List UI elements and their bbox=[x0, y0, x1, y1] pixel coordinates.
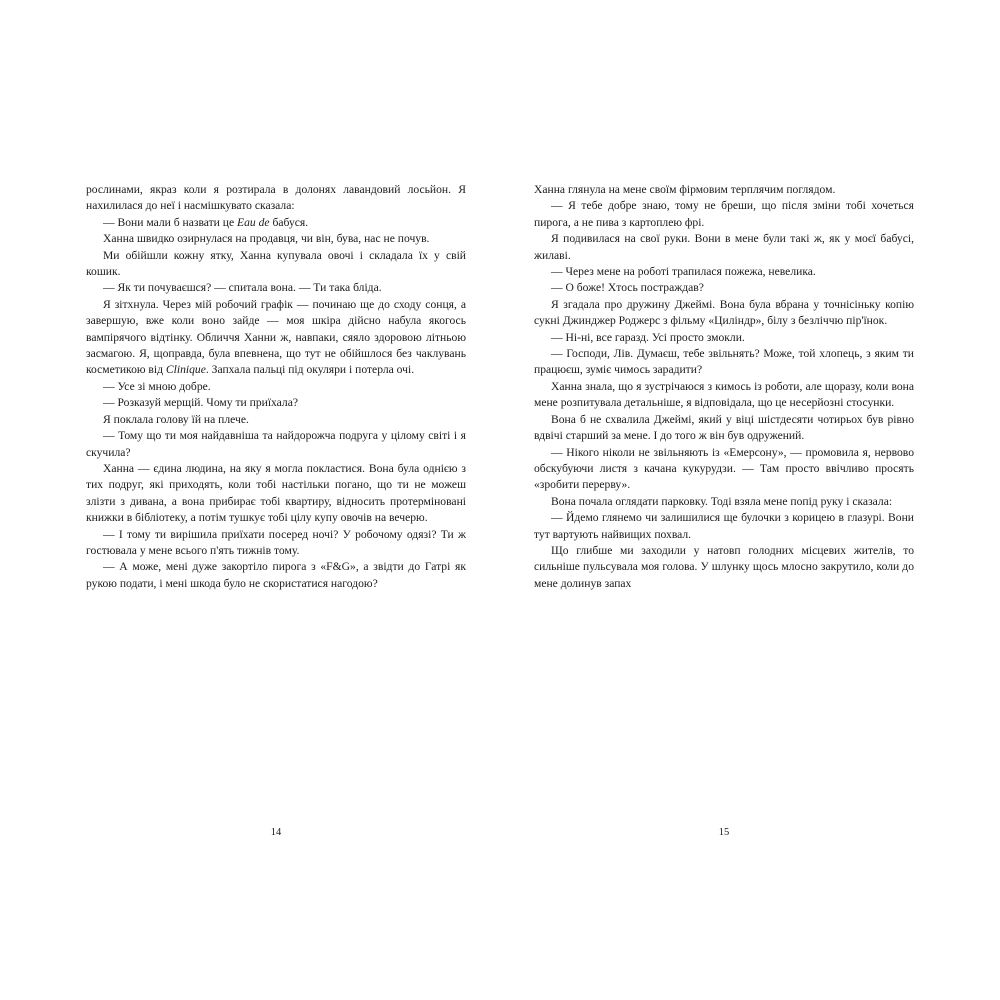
right-page-text bbox=[534, 182, 914, 592]
paragraph bbox=[534, 379, 914, 412]
paragraph-text: Що глибше ми заходили у натовп голодних місцевих жителів, то сильніше пульсувала моя голова. У шлунку щось млосно закрутило, коли до мене долинув запах bbox=[534, 543, 914, 590]
paragraph-text: Вона б не схвалила Джеймі, який у віці шістдесяти чотирьох був рівно вдвічі старший за мене. І до того ж він був одружений. bbox=[534, 412, 914, 443]
paragraph bbox=[534, 330, 914, 346]
paragraph bbox=[534, 445, 914, 494]
paragraph bbox=[534, 231, 914, 264]
paragraph-text: Ханна — єдина людина, на яку я могла покластися. Вона була однією з тих подруг, які приходять, коли тобі настільки погано, що ти не можеш злізти з дивана, а вона прибирає тобі квартиру, відносить протерміновані книжки в бібліотеку, а потім тушкує тобі цілу купу овочів на вечерю. bbox=[86, 461, 466, 525]
paragraph-text: Я зітхнула. Через мій робочий графік — починаю ще до сходу сонця, а завершую, вже коли воно зайде — моя шкіра дійсно набула якогось вампірячого відтінку. Обличчя Ханни ж, навпаки, сяяло здоровою літньою засмагою. Я, щоправда, була впевнена, що тут не обійшлося без чаклувань косметикою від bbox=[86, 297, 466, 377]
page-container bbox=[86, 182, 914, 838]
paragraph-text: Ханна глянула на мене своїм фірмовим терплячим поглядом. bbox=[534, 183, 836, 196]
paragraph-text: Ханна швидко озирнулася на продавця, чи він, бува, нас не почув. bbox=[103, 232, 430, 246]
paragraph-text: Я згадала про дружину Джеймі. Вона була вбрана у точнісіньку копію сукні Джинджер Роджерс з фільму «Циліндр», білу з безліччю пір'їнок. bbox=[534, 297, 914, 328]
left-page bbox=[86, 182, 466, 838]
paragraph-text-tail: . Запхала пальці під окуляри і потерла очі. bbox=[205, 363, 415, 377]
italic-phrase: Eau de bbox=[237, 215, 270, 229]
paragraph-text: — Йдемо глянемо чи залишилися ще булочки з корицею в глазурі. Вони тут вартують найвищих похвал. bbox=[534, 511, 914, 541]
paragraph-text: — Усе зі мною добре. bbox=[103, 379, 211, 393]
paragraph-text-tail: бабуся. bbox=[269, 215, 309, 229]
paragraph bbox=[86, 182, 466, 215]
paragraph bbox=[534, 510, 914, 543]
paragraph-text: — Через мене на роботі трапилася пожежа, невелика. bbox=[551, 265, 816, 279]
paragraph-text: — Ні-ні, все гаразд. Усі просто змокли. bbox=[551, 330, 745, 344]
paragraph-text: — Господи, Лів. Думаєш, тебе звільнять? Може, той хлопець, з яким ти працюєш, зуміє чимось зарадити? bbox=[534, 347, 914, 377]
italic-phrase: Clinique bbox=[165, 363, 206, 377]
right-page bbox=[534, 182, 914, 838]
paragraph-text: — Нікого ніколи не звільняють із «Емерсону», — промовила я, нервово обскубуючи листя з качана кукурудзи. — Там просто ввічливо просять «зробити перерву». bbox=[534, 445, 914, 492]
paragraph-text: Я подивилася на свої руки. Вони в мене були такі ж, як у моєї бабусі, жилаві. bbox=[534, 232, 914, 262]
paragraph bbox=[534, 543, 914, 592]
page-number: 15 bbox=[718, 827, 730, 838]
page-number: 14 bbox=[270, 827, 282, 838]
paragraph-text: — І тому ти вирішила приїхати посеред ночі? У робочому одязі? Ти ж гостювала у мене всього п'ять тижнів тому. bbox=[86, 527, 466, 557]
paragraph bbox=[86, 280, 466, 296]
left-page-text bbox=[86, 182, 466, 592]
paragraph bbox=[534, 182, 914, 198]
paragraph bbox=[86, 297, 466, 379]
paragraph bbox=[534, 297, 914, 330]
paragraph bbox=[534, 346, 914, 379]
paragraph-text: — А може, мені дуже закортіло пирога з «F&G», а звідти до Гатрі як рукою подати, і мені шкода було не скористатися нагодою? bbox=[86, 560, 466, 590]
paragraph bbox=[86, 461, 466, 527]
paragraph bbox=[534, 264, 914, 280]
paragraph-text: Ми обійшли кожну ятку, Ханна купувала овочі і складала їх у свій кошик. bbox=[86, 248, 466, 279]
paragraph bbox=[86, 215, 466, 231]
paragraph-text: Я поклала голову їй на плече. bbox=[103, 412, 249, 426]
paragraph bbox=[534, 412, 914, 445]
paragraph-text: Ханна знала, що я зустрічаюся з кимось із роботи, але щоразу, коли вона мене розпитувала детальніше, я відповідала, що це несерйозні стосунки. bbox=[534, 379, 914, 410]
paragraph-text: — О боже! Хтось постраждав? bbox=[551, 281, 704, 295]
paragraph bbox=[86, 248, 466, 281]
paragraph bbox=[86, 412, 466, 428]
paragraph bbox=[534, 280, 914, 296]
paragraph-text: — Я тебе добре знаю, тому не бреши, що після зміни тобі хочеться пирога, а не пива з картоплею фрі. bbox=[534, 199, 914, 229]
paragraph-text: — Як ти почуваєшся? — спитала вона. — Ти така бліда. bbox=[103, 281, 382, 295]
paragraph-text: — Вони мали б назвати це bbox=[103, 215, 238, 229]
paragraph bbox=[86, 428, 466, 461]
paragraph-text: рослинами, якраз коли я розтирала в долонях лавандовий лосьйон. Я нахилилася до неї і насмішкувато сказала: bbox=[86, 183, 466, 213]
paragraph bbox=[86, 527, 466, 560]
paragraph-text: Вона почала оглядати парковку. Тоді взяла мене попід руку і сказала: bbox=[551, 494, 893, 508]
paragraph bbox=[86, 231, 466, 247]
paragraph bbox=[534, 198, 914, 231]
paragraph-text: — Тому що ти моя найдавніша та найдорожча подруга у цілому світі і я скучила? bbox=[86, 429, 466, 459]
paragraph bbox=[86, 559, 466, 592]
paragraph bbox=[86, 395, 466, 411]
paragraph bbox=[86, 379, 466, 395]
paragraph-text: — Розказуй мерщій. Чому ти приїхала? bbox=[103, 396, 299, 410]
paragraph bbox=[534, 494, 914, 510]
